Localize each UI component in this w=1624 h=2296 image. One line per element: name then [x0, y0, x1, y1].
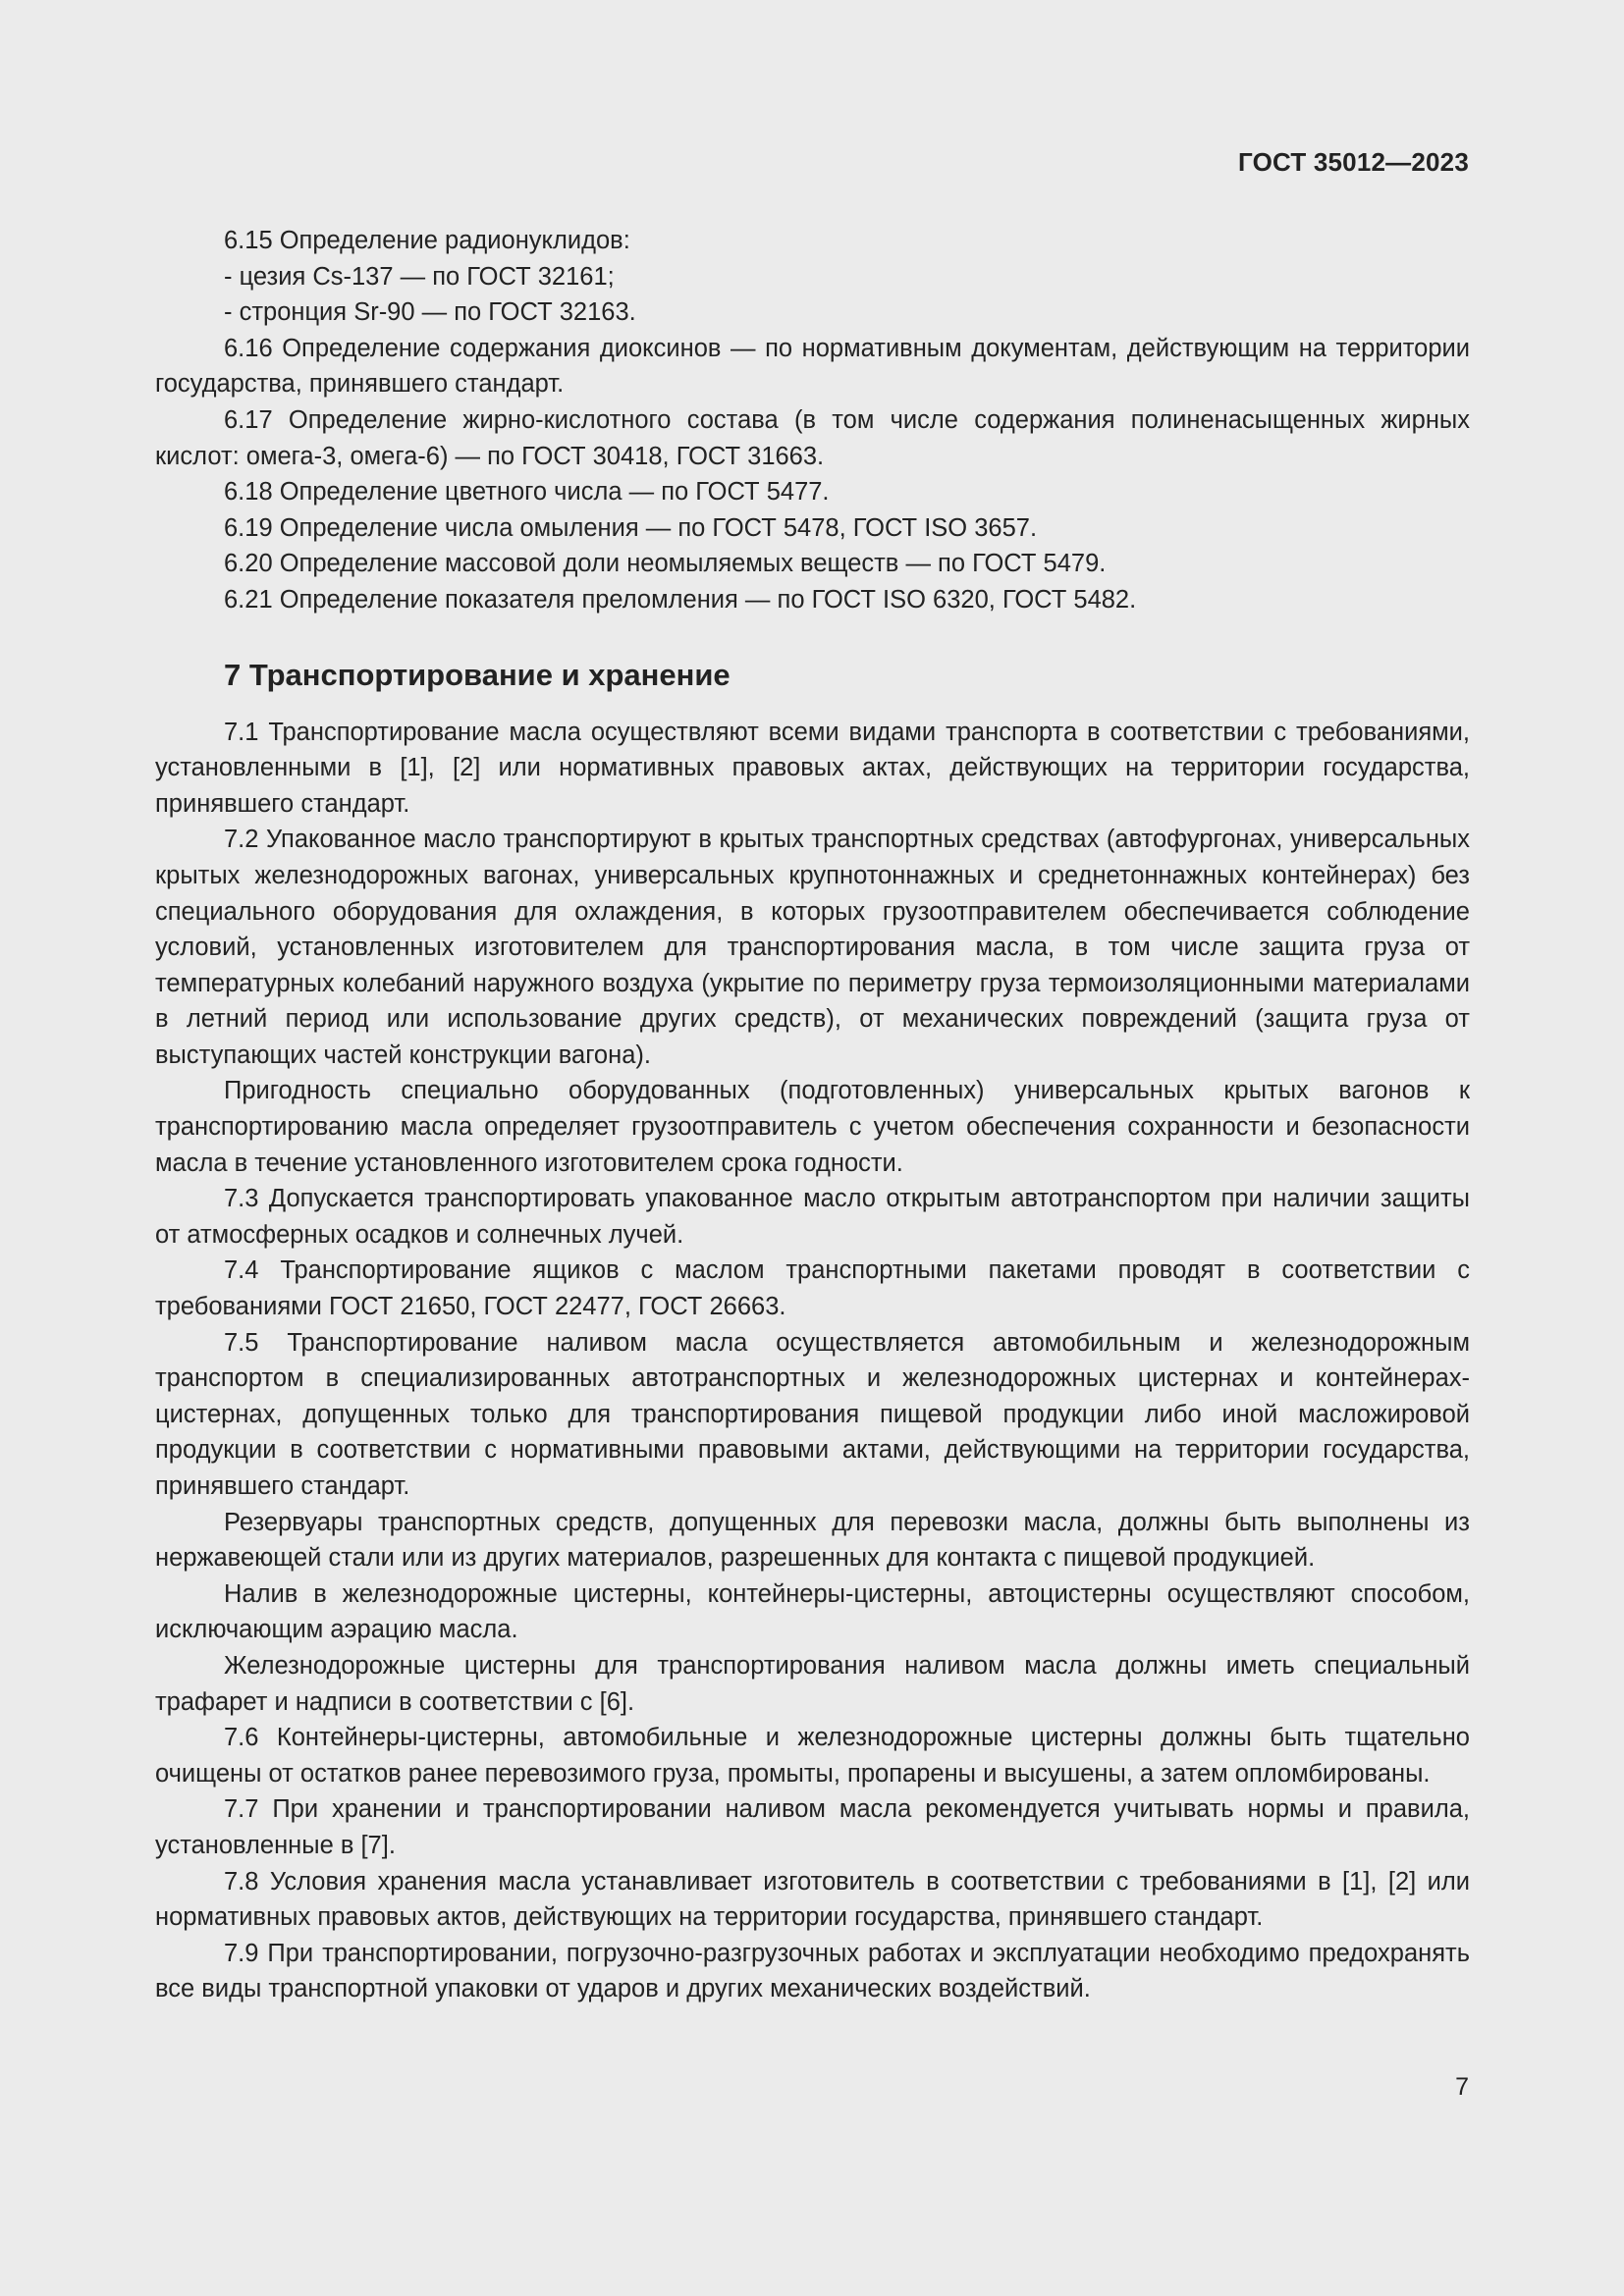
- paragraph-7-8: 7.8 Условия хранения масла устанавливает изготовитель в соответствии с требованиями в [1], [2] или нормативных правовых актов, действующих на территории государства, принявшего стандарт.: [155, 1867, 1470, 1932]
- paragraph-7-9: 7.9 При транспортировании, погрузочно-разгрузочных работах и эксплуатации необходимо предохранять все виды транспортной упаковки от ударов и других механических воздействий.: [155, 1939, 1470, 2003]
- item-6-15: 6.15 Определение радионуклидов:: [224, 227, 630, 254]
- paragraph-7-4: 7.4 Транспортирование ящиков с маслом транспортными пакетами проводят в соответствии с требованиями ГОСТ 21650, ГОСТ 22477, ГОСТ 26663.: [155, 1256, 1470, 1321]
- item-6-18: 6.18 Определение цветного числа — по ГОСТ 5477.: [224, 478, 830, 507]
- paragraph: Железнодорожные цистерны для транспортирования наливом масла должны иметь специальный трафарет и надписи в соответствии с [6].: [155, 1651, 1470, 1716]
- document-header: ГОСТ 35012—2023: [1238, 147, 1469, 177]
- item-6-16: 6.16 Определение содержания диоксинов — по нормативным документам, действующим на территории государства, принявшего стандарт.: [155, 334, 1470, 399]
- item-sr90: - стронция Sr-90 — по ГОСТ 32163.: [224, 298, 636, 327]
- item-cs137: - цезия Cs-137 — по ГОСТ 32161;: [224, 262, 615, 291]
- paragraph: Пригодность специально оборудованных (подготовленных) универсальных крытых вагонов к транспортированию масла определяет грузоотправитель с учетом обеспечения сохранности и безопасности масла в течение установленного изготовителем срока годности.: [155, 1077, 1470, 1177]
- item-6-20: 6.20 Определение массовой доли неомыляемых веществ — по ГОСТ 5479.: [224, 550, 1107, 578]
- paragraph-7-1: 7.1 Транспортирование масла осуществляют всеми видами транспорта в соответствии с требованиями, установленными в [1], [2] или нормативных правовых актах, действующих на территории государства, принявшего стандарт.: [155, 718, 1470, 818]
- page-number: 7: [1455, 2073, 1469, 2101]
- item-6-21: 6.21 Определение показателя преломления — по ГОСТ ISO 6320, ГОСТ 5482.: [224, 585, 1137, 614]
- page-content: [155, 223, 1470, 2007]
- item-6-19: 6.19 Определение числа омыления — по ГОСТ 5478, ГОСТ ISO 3657.: [224, 513, 1038, 542]
- paragraph-7-2: 7.2 Упакованное масло транспортируют в крытых транспортных средствах (автофургонах, универсальных крытых железнодорожных вагонах, универсальных крупнотоннажных и среднетоннажных контейнерах) без специального оборудования для охлаждения, в которых грузоотправителем обеспечивается соблюдение условий, установленных изготовителем для транспортирования масла, в том числе защита груза от температурных колебаний наружного воздуха (укрытие по периметру груза термоизоляционными материалами в летний период или использование других средств), от механических повреждений (защита груза от выступающих частей конструкции вагона).: [155, 826, 1470, 1069]
- paragraph-7-6: 7.6 Контейнеры-цистерны, автомобильные и железнодорожные цистерны должны быть тщательно очищены от остатков ранее перевозимого груза, промыты, пропарены и высушены, а затем опломбированы.: [155, 1724, 1470, 1788]
- paragraph: Резервуары транспортных средств, допущенных для перевозки масла, должны быть выполнены из нержавеющей стали или из других материалов, разрешенных для контакта с пищевой продукцией.: [155, 1508, 1470, 1573]
- section-title: 7 Транспортирование и хранение: [224, 657, 731, 692]
- paragraph-7-7: 7.7 При хранении и транспортировании наливом масла рекомендуется учитывать нормы и правила, установленные в [7].: [155, 1795, 1470, 1859]
- paragraph: Налив в железнодорожные цистерны, контейнеры-цистерны, автоцистерны осуществляют способом, исключающим аэрацию масла.: [155, 1579, 1470, 1644]
- paragraph-7-3: 7.3 Допускается транспортировать упакованное масло открытым автотранспортом при наличии защиты от атмосферных осадков и солнечных лучей.: [155, 1185, 1470, 1249]
- paragraph-7-5: 7.5 Транспортирование наливом масла осуществляется автомобильным и железнодорожным транспортом в специализированных автотранспортных и железнодорожных цистернах и контейнерах-цистернах, допущенных только для транспортирования пищевой продукции либо иной масложировой продукции в соответствии с нормативными правовыми актами, действующими на территории государства, принявшего стандарт.: [155, 1328, 1470, 1500]
- item-6-17: 6.17 Определение жирно-кислотного состава (в том числе содержания полиненасыщенных жирных кислот: омега-3, омега-6) — по ГОСТ 30418, ГОСТ 31663.: [155, 405, 1470, 470]
